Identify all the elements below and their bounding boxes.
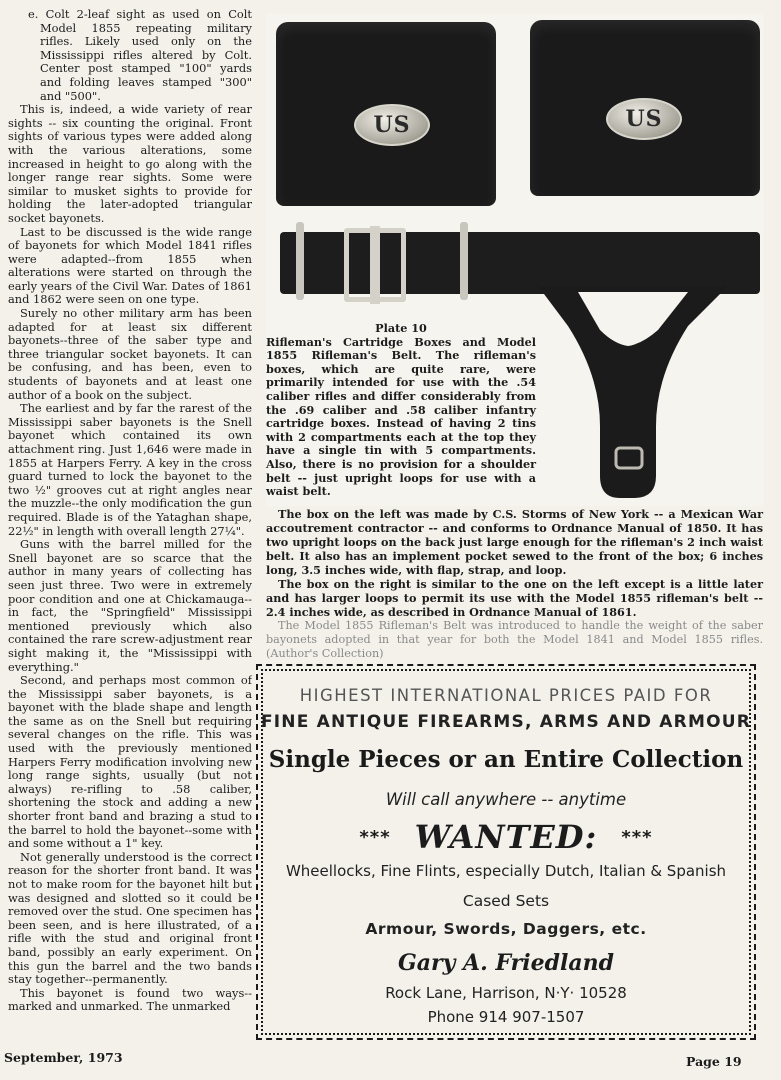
page-number: Page 19	[686, 1054, 742, 1069]
list-item-e: e. Colt 2-leaf sight as used on Colt Model 1855 repeating military rifles. Likely used only on the Mississippi rifles altered by Colt. Center post stamped "100" yards and folding leaves stamped "300" and "500".	[28, 8, 252, 103]
article-paragraph: The earliest and by far the rarest of the Mississippi saber bayonets is the Snell bayonet which contained its own attachment ring. Just 1,646 were made in 1855 at Harpers Ferry. A key in the cross guard turned to lock the bayonet to the two ½" grooves cut at right angles near the muzzle--the only modification the gun required. Blade is of the Yataghan shape, 22½" in length with overall length 27¼".	[8, 401, 252, 538]
ad-collection-line: Single Pieces or an Entire Collection	[268, 746, 744, 773]
belt-loop	[296, 222, 304, 300]
ad-address: Rock Lane, Harrison, N·Y· 10528	[385, 984, 627, 1002]
ad-cased-sets: Cased Sets	[462, 892, 550, 910]
description-paragraph: The box on the left was made by C.S. Storms of New York -- a Mexican War accoutrement contractor -- and conforms to Ordnance Manual of 1850. It has two upright loops on the back just large enough for the rifleman's 2 inch waist belt. It also has an implement pocket sewed to the front of the box; 6 inches long, 3.5 inches wide, with flap, strap, and loop.	[266, 507, 763, 577]
article-paragraph: This is, indeed, a wide variety of rear sights -- six counting the original. Front sights of various types were added along with the various alterations, some increased in height to go along with the longer range rear sights. Some were similar to musket sights to provide for holding the later-adopted triangular socket bayonets.	[8, 102, 252, 225]
ad-wanted-title: WANTED:	[414, 818, 598, 856]
right-cartridge-box	[530, 20, 760, 196]
ad-wanted-items: Wheellocks, Fine Flints, especially Dutch, Italian & Spanish	[285, 862, 727, 880]
belt-loop	[460, 222, 468, 300]
article-paragraph: Surely no other military arm has been adapted for at least six different bayonets--three of the saber type and three triangular socket bayonets. It can be confusing, and has been, even to students of bayonets and at least one author of a book on the subject.	[8, 306, 252, 402]
article-paragraph: Second, and perhaps most common of the Mississippi saber bayonets, is a bayonet with the blade shape and length the same as on the Snell but requiring several changes on the rifle. This was used with the previously mentioned Harpers Ferry modification involving new long range sights, usually (but not always) re-rifling to .58 caliber, shortening the stock and adding a new shorter front band and brazing a stud to the barrel to hold the bayonet--some with and some without a 1" key.	[8, 673, 252, 851]
ad-wanted-row	[258, 818, 754, 856]
article-paragraph: Not generally understood is the correct reason for the shorter front band. It was not to make room for the bayonet hilt but was designed and slotted so it could be removed over the stud. One specimen has been seen, and is here illustrated, of a rifle with the stud and original front band, possibly an early experiment. On this gun the barrel and the two bands stay together--permanently.	[8, 849, 252, 987]
description-paragraph-faded: The Model 1855 Rifleman's Belt was introduced to handle the weight of the saber bayonets adopted in that year for both the Model 1841 and Model 1855 rifles. (Author's Collection)	[266, 619, 763, 660]
bayonet-frog	[538, 286, 728, 502]
left-article-column	[8, 8, 252, 1040]
us-plate-right: US	[606, 98, 682, 140]
caption-text: Rifleman's Cartridge Boxes and Model 1855 Rifleman's Belt. The rifleman's boxes, which are quite rare, were primarily intended for use with the .54 caliber rifles and differ considerably from the .69 caliber and .58 caliber infantry cartridge boxes. Instead of having 2 tins with 2 compartments each at the top they have a single tin with 5 compartments. Also, there is no provision for a shoulder belt -- just upright loops for use with a waist belt.	[266, 334, 536, 499]
left-cartridge-box	[276, 22, 496, 206]
ad-headline: HIGHEST INTERNATIONAL PRICES PAID FOR	[299, 686, 713, 705]
article-paragraph: Guns with the barrel milled for the Snell bayonet are so scarce that the author in many years of collecting has seen just three. Two were in extremely poor condition and one at Chickamauga--in fact, the "Springfield" Mississippi mentioned previously which also contained the rare screw-adjustment rear sight making it, the "Mississippi with everything."	[8, 537, 252, 674]
plate-title: Plate 10	[375, 321, 427, 335]
plate-description	[266, 507, 763, 661]
description-paragraph: The box on the right is similar to the one on the left except is a little later and has larger loops to permit its use with the Model 1855 rifleman's belt -- 2.4 inches wide, as described in Ordnance Manual of 1861.	[266, 577, 763, 619]
stars-ornament: ***	[621, 826, 653, 848]
us-plate-left: US	[354, 104, 430, 146]
advertisement-box	[256, 664, 756, 1040]
article-paragraph: Last to be discussed is the wide range of bayonets for which Model 1841 rifles were adapted--from 1855 when alterations were started on through the early years of the Civil War. Dates of 1861 and 1862 were seen on one type.	[8, 224, 252, 307]
buckle-bar	[370, 226, 380, 304]
ad-subheadline: FINE ANTIQUE FIREARMS, ARMS AND ARMOUR	[260, 712, 752, 732]
stars-ornament: ***	[359, 826, 391, 848]
issue-date: September, 1973	[4, 1050, 123, 1065]
ad-dealer-name: Gary A. Friedland	[397, 950, 614, 976]
ad-armour-line: Armour, Swords, Daggers, etc.	[365, 920, 647, 938]
plate-caption	[266, 322, 536, 499]
ad-phone: Phone 914 907-1507	[427, 1008, 585, 1026]
article-paragraph: This bayonet is found two ways--marked and unmarked. The unmarked	[8, 985, 252, 1014]
ad-call-line: Will call anywhere -- anytime	[385, 790, 627, 809]
